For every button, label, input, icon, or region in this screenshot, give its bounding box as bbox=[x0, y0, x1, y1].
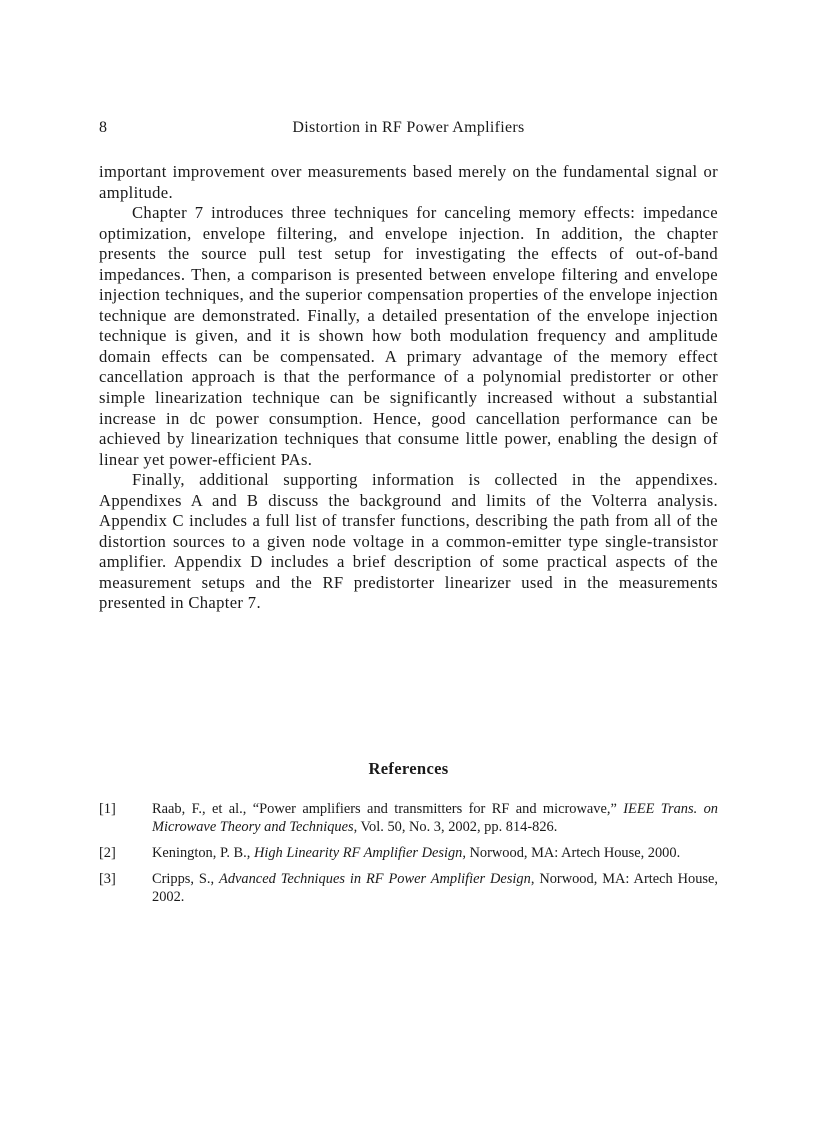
reference-authors: Cripps, S., bbox=[152, 871, 220, 887]
running-title: Distortion in RF Power Amplifiers bbox=[292, 119, 525, 136]
page bbox=[99, 0, 718, 1123]
reference-details: Norwood, MA: Artech House, 2000. bbox=[465, 845, 681, 861]
running-head bbox=[99, 119, 718, 139]
reference-item bbox=[99, 870, 718, 906]
reference-authors: Kenington, P. B., bbox=[152, 845, 254, 861]
reference-details: , Vol. 50, No. 3, 2002, pp. 814-826. bbox=[353, 819, 558, 835]
reference-text bbox=[152, 800, 718, 836]
reference-item bbox=[99, 800, 718, 836]
reference-item bbox=[99, 844, 718, 862]
paragraph-continuation: important improvement over measurements based merely on the fundamental signal or amplitude. bbox=[99, 162, 718, 202]
reference-number: [2] bbox=[99, 845, 116, 861]
body-text bbox=[99, 162, 718, 614]
references-heading: References bbox=[368, 759, 449, 778]
reference-journal: IEEE Trans. on Microwave Theory and Techniques bbox=[152, 801, 718, 835]
page-number: 8 bbox=[99, 119, 107, 136]
reference-number: [3] bbox=[99, 871, 116, 887]
reference-details: , Norwood, MA: Artech House, 2002. bbox=[152, 871, 719, 905]
reference-book-title: Advanced Techniques in RF Power Amplifier Design bbox=[219, 871, 531, 887]
reference-book-title: High Linearity RF Amplifier Design, bbox=[253, 845, 466, 861]
references-list bbox=[99, 800, 718, 914]
reference-authors-title: Raab, F., et al., “Power amplifiers and transmitters for RF and microwave,” bbox=[152, 801, 624, 817]
reference-text bbox=[152, 844, 718, 862]
reference-text bbox=[152, 870, 718, 906]
paragraph-appendixes: Finally, additional supporting information is collected in the appendixes. Appendixes A and B discuss the background and limits of the Volterra analysis. Appendix C includes a full list of transfer functions, describing the path from all of the distortion sources to a given node voltage in a common-emitter type single-transistor amplifier. Appendix D includes a brief description of some practical aspects of the measurement setups and the RF predistorter linearizer used in the measurements presented in Chapter 7. bbox=[99, 470, 718, 613]
reference-number: [1] bbox=[99, 801, 116, 817]
paragraph-chapter-7: Chapter 7 introduces three techniques for canceling memory effects: impedance optimization, envelope filtering, and envelope injection. In addition, the chapter presents the source pull test setup for investigating the effects of out-of-band impedances. Then, a comparison is presented between envelope filtering and envelope injection techniques, and the superior compensation properties of the envelope injection technique are demonstrated. Finally, a detailed presentation of the envelope injection technique is given, and it is shown how both modulation frequency and amplitude domain effects can be compensated. A primary advantage of the memory effect cancellation approach is that the performance of a polynomial predistorter or other simple linearization technique can be significantly increased without a substantial increase in dc power consumption. Hence, good cancellation performance can be achieved by linearization techniques that consume little power, enabling the design of linear yet power-efficient PAs. bbox=[99, 203, 718, 469]
